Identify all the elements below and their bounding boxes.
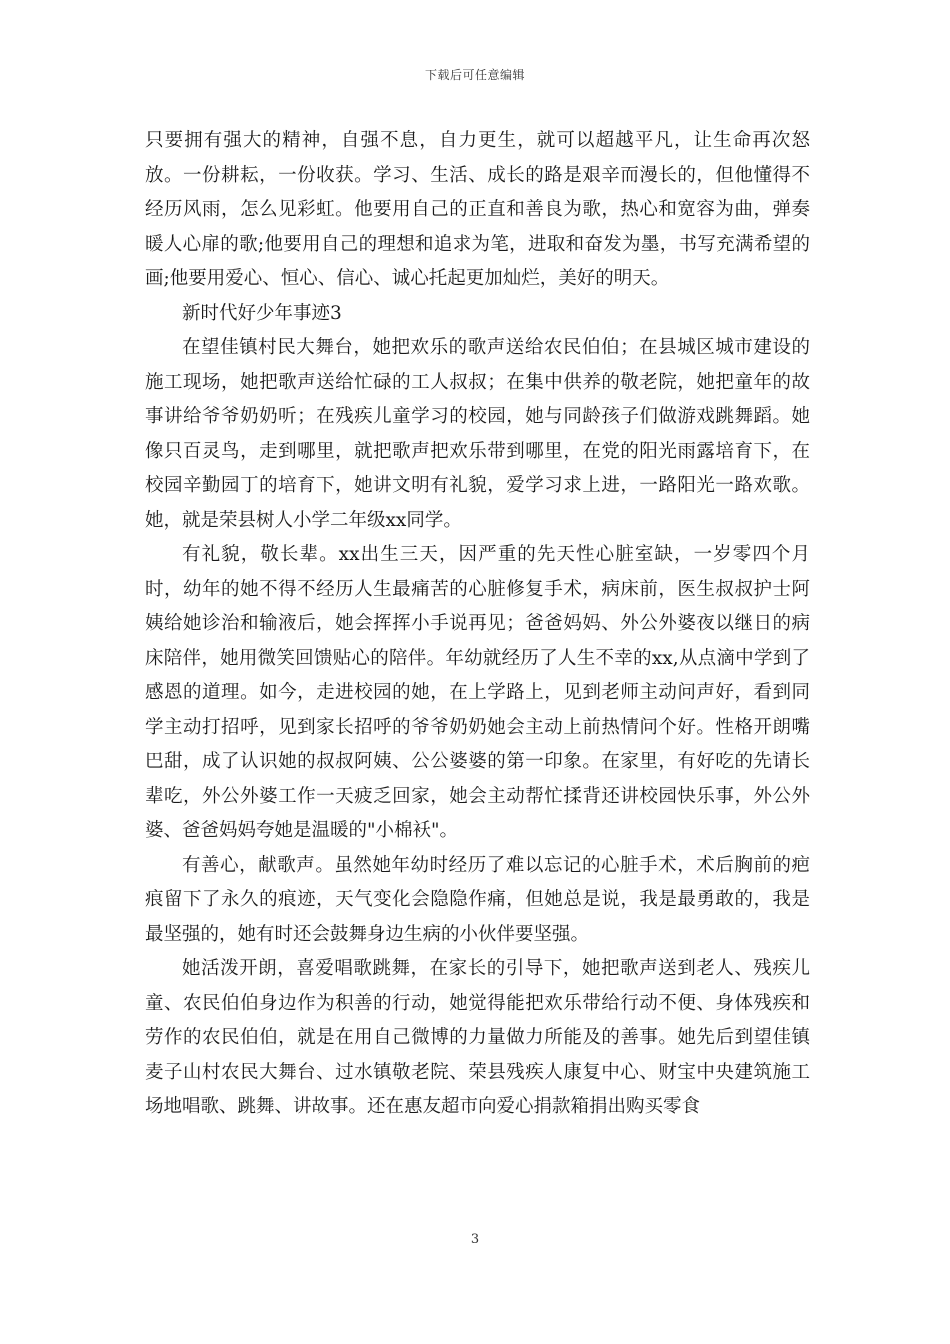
paragraph-singing: 她活泼开朗，喜爱唱歌跳舞，在家长的引导下，她把歌声送到老人、残疾儿童、农民伯伯身边作为积善的行动，她觉得能把欢乐带给行动不便、身体残疾和劳作的农民伯伯，就是在用自己微博的力量做力所能及的善事。她先后到望佳镇麦子山村农民大舞台、过水镇敬老院、荣县残疾人康复中心、财宝中央建筑施工场地唱歌、跳舞、讲故事。还在惠友超市向爱心捐款箱捐出购买零食 [145, 958, 810, 1117]
paragraph-intro: 在望佳镇村民大舞台，她把欢乐的歌声送给农民伯伯；在县城区城市建设的施工现场，她把歌声送给忙碌的工人叔叔；在集中供养的敬老院，她把童年的故事讲给爷爷奶奶听；在残疾儿童学习的校园，她与同龄孩子们做游戏跳舞蹈。她像只百灵鸟，走到哪里，就把歌声把欢乐带到哪里，在党的阳光雨露培育下，在校园辛勤园丁的培育下，她讲文明有礼貌，爱学习求上进，一路阳光一路欢歌。她，就是荣县树人小学二年级xx同学。 [145, 337, 810, 531]
paragraph-continuation: 只要拥有强大的精神，自强不息，自力更生，就可以超越平凡，让生命再次怒放。一份耕耘，一份收获。学习、生活、成长的路是艰辛而漫长的，但他懂得不经历风雨，怎么见彩虹。他要用自己的正直和善良为歌，热心和宽容为曲，弹奏暖人心扉的歌;他要用自己的理想和追求为笔，进取和奋发为墨，书写充满希望的画;他要用爱心、恒心、信心、诚心托起更加灿烂，美好的明天。 [145, 130, 810, 289]
page-number: 3 [470, 1232, 480, 1247]
section-heading: 新时代好少年事迹3 [182, 302, 342, 324]
paragraph-kindness: 有善心，献歌声。虽然她年幼时经历了难以忘记的心脏手术，术后胸前的疤痕留下了永久的痕迹，天气变化会隐隐作痛，但她总是说，我是最勇敢的，我是最坚强的，她有时还会鼓舞身边生病的小伙伴要坚强。 [145, 854, 810, 945]
page-header: 下载后可任意编辑 [424, 68, 525, 82]
document-body [145, 124, 810, 1125]
paragraph-courtesy: 有礼貌，敬长辈。xx出生三天，因严重的先天性心脏室缺，一岁零四个月时，幼年的她不得不经历人生最痛苦的心脏修复手术，病床前，医生叔叔护士阿姨给她诊治和输液后，她会挥挥小手说再见；爸爸妈妈、外公外婆夜以继日的病床陪伴，她用微笑回馈贴心的陪伴。年幼就经历了人生不幸的xx,从点滴中学到了感恩的道理。如今，走进校园的她，在上学路上，见到老师主动问声好，看到同学主动打招呼，见到家长招呼的爷爷奶奶她会主动上前热情问个好。性格开朗嘴巴甜，成了认识她的叔叔阿姨、公公婆婆的第一印象。在家里，有好吃的先请长辈吃，外公外婆工作一天疲乏回家，她会主动帮忙揉背还讲校园快乐事，外公外婆、爸爸妈妈夸她是温暖的"小棉袄"。 [145, 544, 810, 841]
